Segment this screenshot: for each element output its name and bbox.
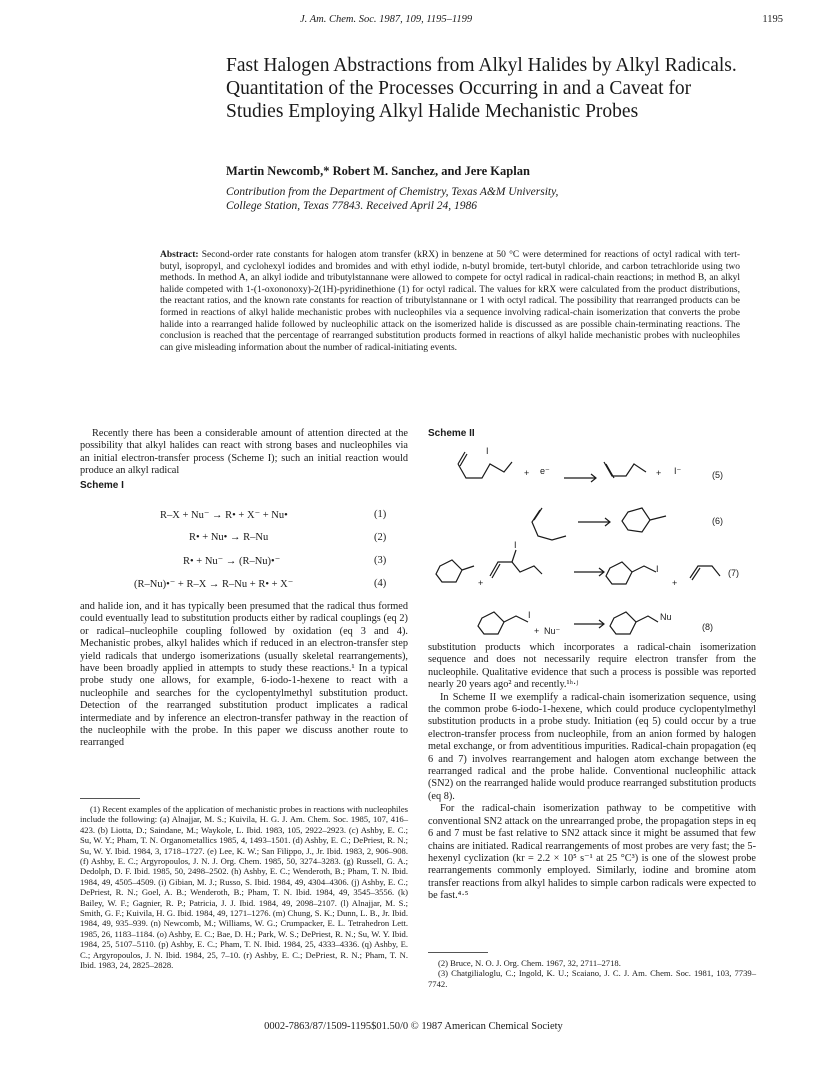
equation-4-number: (4) <box>374 578 387 589</box>
nu-product-label: Nu <box>660 612 672 622</box>
abstract-label: Abstract: <box>160 250 199 260</box>
iodine-label-7b: I <box>656 564 659 574</box>
iodine-label-8: I <box>528 610 531 620</box>
iodine-label-5: I <box>486 446 489 456</box>
plus-sign-5a: + <box>524 468 530 478</box>
plus-sign-8: + <box>534 626 540 636</box>
footnote-divider-left <box>80 798 140 799</box>
electron-label: e⁻ <box>540 466 550 476</box>
equation-2: R• + Nu• → R–Nu <box>189 532 269 543</box>
journal-header: J. Am. Chem. Soc. 1987, 109, 1195–1199 <box>300 14 473 25</box>
equation-1-number: (1) <box>374 509 387 520</box>
cyclopentylmethyl-iodide-8 <box>478 612 504 634</box>
equation-6-number: (6) <box>712 516 723 526</box>
scheme-2-label: Scheme II <box>428 428 475 439</box>
plus-sign-7a: + <box>478 578 484 588</box>
equation-1: R–X + Nu⁻ → R• + X⁻ + Nu• <box>160 510 288 521</box>
scheme-2-diagram <box>428 442 758 638</box>
abstract <box>160 250 740 354</box>
copyright-footer: 0002-7863/87/1509-1195$01.50/0 © 1987 American Chemical Society <box>264 1021 563 1032</box>
hexenyl-radical-structure <box>604 462 646 476</box>
footnotes-right <box>428 958 756 989</box>
iodide-label: I⁻ <box>674 466 682 476</box>
page-number: 1195 <box>762 14 783 25</box>
author-list: Martin Newcomb,* Robert M. Sanchez, and Jere Kaplan <box>226 164 530 178</box>
footnote-1: (1) Recent examples of the application of mechanistic probes in reactions with nucleophiles include the following: (a) Alnajjar, M. S.; Kuivila, H. G. J. Am. Chem. Soc. 1985, 107, 416–423. (b) Liotta, D.; Saindane, M.; Waykole, L. Ibid. 1983, 105, 2922–2923. (c) Ashby, E. C.; Su, W. Y.; Pham, T. N. Organometallics 1985, 4, 1493–1501. (d) Ashby, E. C.; DePriest, R. N.; Su, W. Y. Ibid. 1984, 3, 1718–1727. (e) Lee, K. W.; San Filippo, J., Jr. Ibid. 1983, 2, 906–908. (f) Ashby, E. C.; Argyropoulos, J. N. J. Org. Chem. 1985, 50, 3274–3283. (g) Russell, G. A.; Dedolph, D. F. Ibid. 1985, 50, 2498–2502. (h) Ashby, E. C.; Wenderoth, B.; Pham, T. N. Ibid. 1984, 49, 4505–4509. (i) Gibian, M. J.; Russo, S. Ibid. 1984, 49, 4304–4306. (j) Ashby, E. C.; DePriest, R. N.; Goel, A. B.; Wenderoth, B.; Pham, T. N. Ibid. 1984, 49, 3545–3556. (k) Bailey, W. F.; Gagnier, R. P.; Patricia, J. J. Ibid. 1984, 49, 2098–2107. (l) Alnajjar, M. S.; Smith, G. F.; Kuivila, H. G. Ibid. 1984, 49, 1271–1276. (m) Chung, S. K.; Dunn, L. B., Jr. Ibid. 1984, 49, 935–939. (n) Newcomb, M.; Williams, W. G.; Crumpacker, E. L. Tetrahedron Lett. 1985, 26, 1183–1184. (o) Ashby, E. C.; Bae, D. H.; Park, W. S.; DePriest, R. N.; Su, W. Y. Ibid. 1984, 25, 5107–5110. (p) Ashby, E. C.; Pham, T. N. Ibid. 1984, 25, 4333–4336. (q) Ashby, E. C.; Argyropoulos, J. N. Ibid. 1984, 25, 7–10. (r) Ashby, E. C.; DePriest, R. N.; Pham, T. N. Ibid. 1983, 24, 2825–2828. <box>80 804 408 971</box>
equation-8-number: (8) <box>702 622 713 632</box>
right-paragraph-3: For the radical-chain isomerization pathway to be competitive with conventional SN2 attack on the unrearranged probe, the propagation steps in eq 6 and 7 must be fast relative to SN2 attack since it might be assumed that few chains are initiated. Radical rearrangements of most probes are very fast; the 5-hexenyl cyclization (kr = 2.2 × 10⁵ s⁻¹ at 25 °C³) is one of the slowest probe rearrangements commonly employed. Similarly, iodine and bromine atom transfer reactions from alkyl halides to simple carbon radicals were expected to be fast.⁴·⁵ <box>428 803 756 902</box>
left-body-paragraph: and halide ion, and it has typically been presumed that the radical thus formed could eventually lead to substitution products either by radical couplings (eq 2) or radical–nucleophile coupling followed by oxidation (eq 3 and 4). Mechanistic probes, alkyl halides which if reduced in an electron-transfer step yield radicals that undergo isomerizations (usually skeletal rearrangements), have been broadly applied in attempts to study these reactions.¹ In a typical probe study one allows, for example, 6-iodo-1-hexene to react with a nucleophile and searches for the cyclopentylmethyl substitution product. Detection of the rearranged substitution product implicates a radical intermediate and by inference an electron-transfer pathway in the reaction of the nucleophile with the probe. In this paper we discuss another route to rearranged <box>80 601 408 749</box>
cyclopentylmethyl-nucleophile-product <box>610 612 636 634</box>
footnote-2: (2) Bruce, N. O. J. Org. Chem. 1967, 32, 2711–2718. <box>438 958 621 968</box>
equation-7-number: (7) <box>728 568 739 578</box>
nucleophile-label: Nu⁻ <box>544 626 561 636</box>
cyclopentylmethyl-radical-7 <box>436 560 462 582</box>
footnote-3: (3) Chatgilialoglu, C.; Ingold, K. U.; Scaiano, J. C. J. Am. Chem. Soc. 1981, 103, 7739–7742. <box>428 968 756 989</box>
right-paragraph-1: substitution products which incorporates a radical-chain isomerization sequence and does not necessarily require electron transfer from the nucleophile. Qualitative evidence that such a process is possible was reported nearly 20 years ago² and recently.¹ʰ·ʲ <box>428 642 756 691</box>
right-paragraph-2: In Scheme II we exemplify a radical-chain isomerization sequence, using the common probe 6-iodo-1-hexene, which could produce cyclopentylmethyl substitution products in a probe study. Initiation (eq 5) could occur by a true electron-transfer process from nucleophile, from an anion formed by halogen metal exchange, or from adventitious impurities. Radical-chain propagation (eq 6 and 7) involves rearrangement and halogen atom exchange between the rearranged radical and the probe halide. Conventional nucleophilic attack (SN2) on the rearranged halide would produce rearranged substitution products (eq 8). <box>428 691 756 802</box>
left-intro-paragraph: Recently there has been a considerable amount of attention directed at the possibility that alkyl halides can react with strong bases and nucleophiles via an initial electron-transfer process (Scheme I); such an initial reaction would produce an alkyl radical <box>80 428 408 477</box>
affiliation-line-1: Contribution from the Department of Chemistry, Texas A&M University, <box>226 186 559 198</box>
scheme-1-label: Scheme I <box>80 480 124 491</box>
article-title: Fast Halogen Abstractions from Alkyl Halides by Alkyl Radicals. Quantitation of the Processes Occurring in and a Caveat for Studies Employing Alkyl Halide Mechanistic Probes <box>226 55 737 122</box>
equation-3: R• + Nu⁻ → (R–Nu)•⁻ <box>183 556 281 567</box>
equation-2-number: (2) <box>374 532 387 543</box>
right-body <box>428 642 756 903</box>
iodine-label-7a: I <box>514 540 517 550</box>
affiliation-line-2: College Station, Texas 77843. Received April 24, 1986 <box>226 200 478 212</box>
cyclopentylmethyl-iodide <box>606 562 632 584</box>
equation-3-number: (3) <box>374 555 387 566</box>
cyclopentylmethyl-radical <box>622 508 650 532</box>
equation-4: (R–Nu)•⁻ + R–X → R–Nu + R• + X⁻ <box>134 579 294 590</box>
footnote-divider-right <box>428 952 488 953</box>
equation-5-number: (5) <box>712 470 723 480</box>
abstract-text: Second-order rate constants for halogen atom transfer (kRX) in benzene at 50 °C were determined for reactions of octyl radical with tert-butyl, isopropyl, and cyclohexyl iodides and bromides and with ethyl iodide, n-butyl bromide, tert-butyl chloride, and carbon tetrachloride using two methods. In method A, an alkyl iodide and tributylstannane were allowed to compete for octyl radical in radical-chain reactions; in method B, an alkyl halide competed with 1-(1-oxononoxy)-2(1H)-pyridinethione (1) for octyl radical. The values for kRX were calculated from the product distributions, the reactant ratios, and the known rate constants for reaction of tributylstannane or 1 with octyl radical. The possibility that rearranged products can be formed in reactions of alkyl halide mechanistic probes with nucleophiles via a sequence involving radical-chain isomerization that converts the probe halide into a rearranged halide followed by nucleophilic attack on the isomerized halide is discussed as are possible chain-terminating reactions. The conclusion is reached that the percentage of rearranged substitution products formed in reactions of alkyl halide mechanistic probes with nucleophiles can give misleading information about the number of radical-initiating events. <box>160 250 741 353</box>
plus-sign-7b: + <box>672 578 678 588</box>
affiliation <box>226 185 746 213</box>
plus-sign-5b: + <box>656 468 662 478</box>
hexenyl-iodide-structure <box>458 462 512 478</box>
